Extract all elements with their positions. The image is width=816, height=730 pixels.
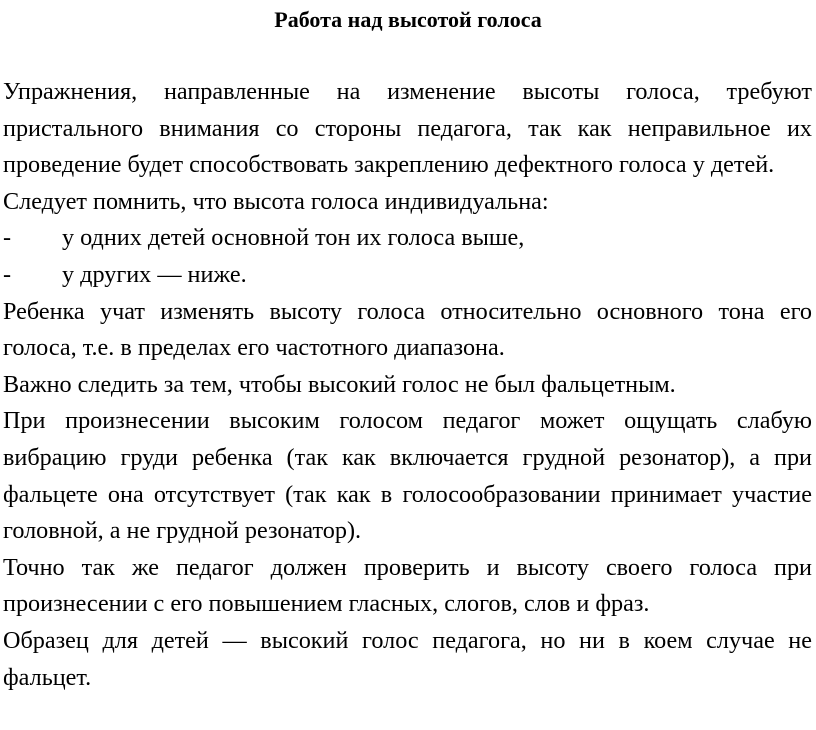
- list-item: [3, 220, 812, 257]
- list-item-text: у одних детей основной тон их голоса выше,: [62, 224, 525, 252]
- list-marker: -: [3, 224, 12, 252]
- list-item: [3, 257, 812, 294]
- document-body: [3, 74, 812, 696]
- paragraph-falsetto-warning: Важно следить за тем, чтобы высокий голос не был фальцетным.: [3, 370, 676, 398]
- paragraph-child-pitch: Ребенка учат изменять высоту голоса относительно основного тона его голоса, т.е. в пределах его частотного диапазона.: [3, 297, 812, 362]
- paragraph-teacher-check: Точно так же педагог должен проверить и высоту своего голоса при произнесении с его повышением гласных, слогов, слов и фраз.: [3, 553, 812, 618]
- paragraph-model-voice: Образец для детей — высокий голос педагога, но ни в коем случае не фальцет.: [3, 626, 812, 691]
- list-item-text: у других — ниже.: [62, 260, 247, 288]
- paragraph-vibration: При произнесении высоким голосом педагог может ощущать слабую вибрацию груди ребенка (так как включается грудной резонатор), а при фальцете она отсутствует (так как в голосообразовании принимает участие головной, а не грудной резонатор).: [3, 407, 812, 545]
- document-title: Работа над высотой голоса: [274, 7, 542, 32]
- paragraph-remember: Следует помнить, что высота голоса индивидуальна:: [3, 187, 549, 215]
- paragraph-exercises: Упражнения, направленные на изменение высоты голоса, требуют пристального внимания со стороны педагога, так как неправильное их проведение будет способствовать закреплению дефектного голоса у детей.: [3, 78, 812, 179]
- list-marker: -: [3, 260, 12, 288]
